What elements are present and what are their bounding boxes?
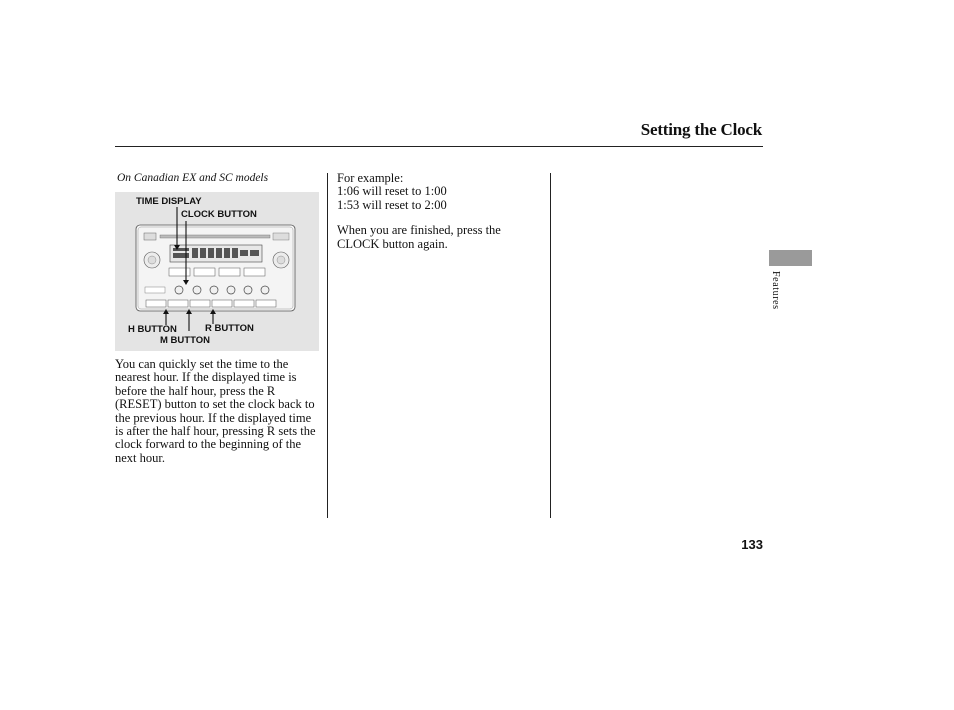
section-tab-marker xyxy=(769,250,812,266)
body-paragraph-finish: When you are finished, press the CLOCK button again. xyxy=(337,223,501,251)
callout-m-button: M BUTTON xyxy=(160,335,210,346)
example-block xyxy=(337,172,542,251)
figure-caption: On Canadian EX and SC models xyxy=(117,172,269,184)
page-number: 133 xyxy=(741,537,763,552)
radio-figure xyxy=(115,192,319,351)
callout-time-display: TIME DISPLAY xyxy=(136,196,202,207)
example-line: 1:06 will reset to 1:00 xyxy=(337,184,447,199)
body-paragraph-hour-reset: You can quickly set the time to the nearest hour. If the displayed time is before the half hour, press the R (RESET) button to set the clock back to the previous hour. If the displayed time is after the half hour, pressing R sets the clock forward to the beginning of the next hour. xyxy=(115,357,316,465)
callout-h-button: H BUTTON xyxy=(128,324,177,335)
callout-clock-button: CLOCK BUTTON xyxy=(181,209,257,220)
example-line: 1:53 will reset to 2:00 xyxy=(337,197,447,212)
eject-button xyxy=(144,233,156,240)
column-divider-left xyxy=(327,173,328,518)
column-divider-right xyxy=(550,173,551,518)
example-line: For example: xyxy=(337,171,404,185)
header-rule xyxy=(115,146,763,147)
callout-r-button: R BUTTON xyxy=(205,323,254,334)
page-title: Setting the Clock xyxy=(640,120,762,139)
section-label: Features xyxy=(770,271,781,310)
